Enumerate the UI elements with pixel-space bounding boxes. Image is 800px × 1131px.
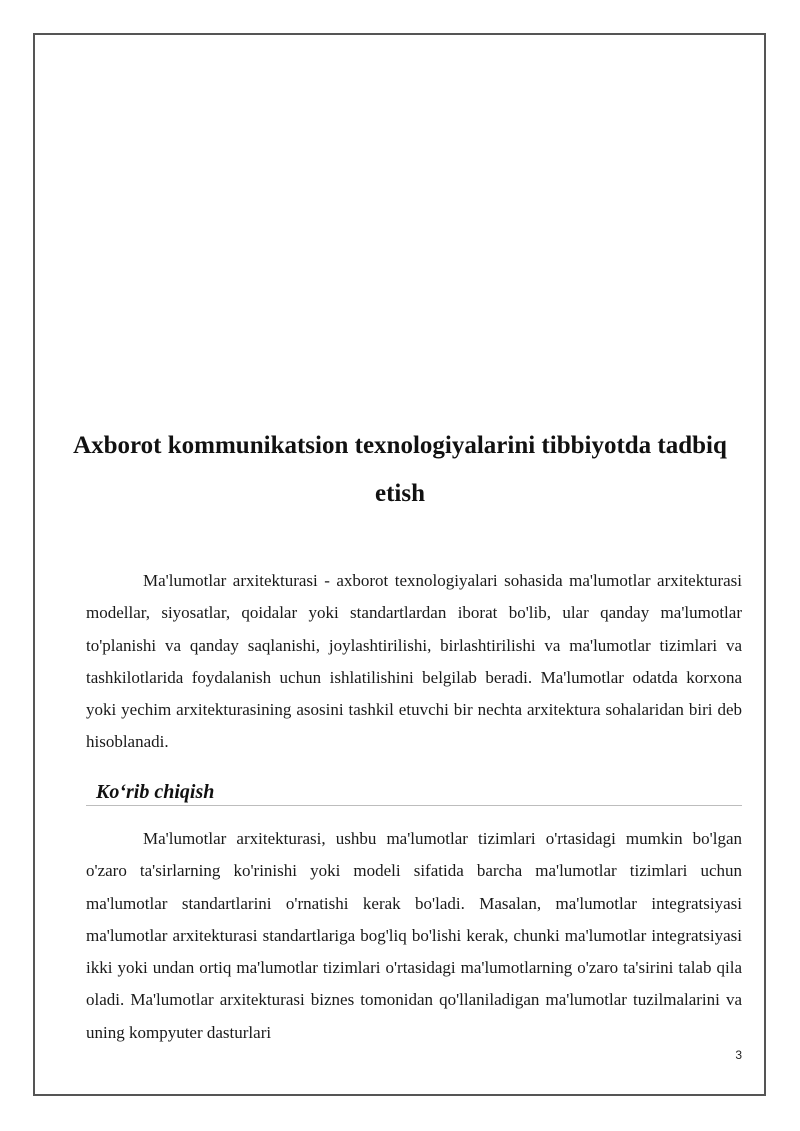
paragraph-overview: Ma'lumotlar arxitekturasi, ushbu ma'lumotlar tizimlari o'rtasidagi mumkin bo'lgan o'zaro ta'sirlarning ko'rinishi yoki modeli sifatida barcha ma'lumotlar tizimlari uchun ma'lumotlar standartlarini o'rnatishi kerak bo'ladi. Masalan, ma'lumotlar integratsiyasi ma'lumotlar arxitekturasi standartlariga bog'liq bo'lishi kerak, chunki ma'lumotlar integratsiyasi ikki yoki undan ortiq ma'lumotlar tizimlari o'rtasidagi ma'lumotlarning o'zaro ta'sirini talab qila oladi. Ma'lumotlar arxitekturasi biznes tomonidan qo'llaniladigan ma'lumotlar tuzilmalarini va uning kompyuter dasturlari (86, 829, 742, 1042)
document-title: Axborot kommunikatsion texnologiyalarini tibbiyotda tadbiq etish (73, 432, 727, 507)
section-heading-text: Ko‘rib chiqish (96, 781, 215, 803)
page-number: 3 (735, 1048, 742, 1062)
paragraph-intro: Ma'lumotlar arxitekturasi - axborot texnologiyalari sohasida ma'lumotlar arxitekturasi modellar, siyosatlar, qoidalar yoki standartlardan iborat bo'lib, ular qanday ma'lumotlar to'planishi va qanday saqlanishi, joylashtirilishi, birlashtirilishi va ma'lumotlar tizimlari va tashkilotlarida foydalanish uchun ishlatilishini belgilab beradi. Ma'lumotlar odatda korxona yoki yechim arxitekturasining asosini tashkil etuvchi bir nechta arxitektura sohalaridan biri deb hisoblanadi. (86, 571, 742, 752)
section-heading (86, 780, 742, 806)
